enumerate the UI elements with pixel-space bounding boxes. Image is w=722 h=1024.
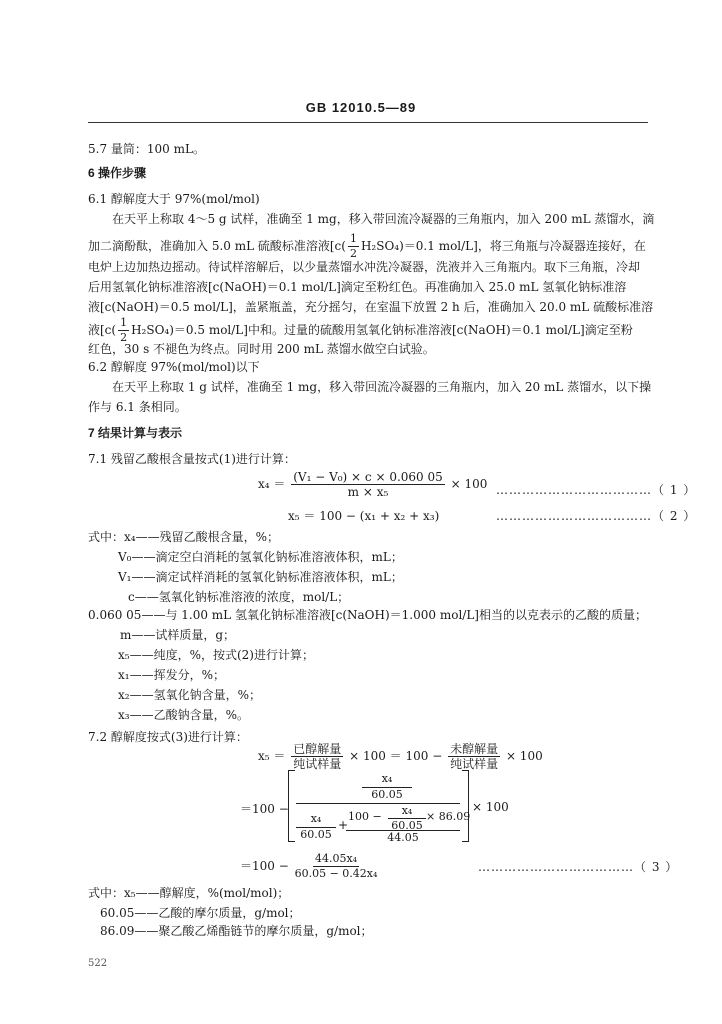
paragraph-line: 红色，30 s 不褪色为终点。同时用 200 mL 蒸馏水做空白试验。 (88, 342, 435, 356)
definition-line: 60.05——乙酸的摩尔质量，g/mol； (100, 906, 301, 920)
paragraph-line: 后用氢氧化钠标准溶液[c(NaOH)＝0.1 mol/L]滴定至粉红色。再准确加入 25.0 mL 氢氧化钠标准溶 (88, 280, 627, 294)
definition-line: 86.09——聚乙酸乙烯酯链节的摩尔质量，g/mol； (100, 924, 373, 938)
definition-line: x₁——挥发分，%； (118, 668, 225, 682)
definition-line: V₀——滴定空白消耗的氢氧化钠标准溶液体积，mL； (118, 550, 403, 564)
eq3-x4-top: x₄ (381, 772, 393, 785)
paragraph-line: 作与 6.1 条相同。 (88, 400, 187, 414)
eq3-plus: + (338, 818, 349, 832)
eq3-fraction-a (291, 742, 343, 771)
fraction-numerator: 1 (349, 232, 357, 245)
text-span: H₂SO₄)＝0.5 mol/L]中和。过量的硫酸用氢氧化钠标准溶液[c(NaOH)＝0.1 mol/L]滴定至粉 (131, 323, 633, 337)
eq3-x4-left: x₄ (310, 812, 322, 825)
paragraph-line: 液[c(NaOH)＝0.5 mol/L]，盖紧瓶盖，充分摇匀，在室温下放置 2 h 后，准确加入 20.0 mL 硫酸标准溶 (88, 300, 654, 314)
eq3-fraction-b (448, 742, 500, 771)
equation-3-line-3 (240, 852, 379, 881)
clause-5-7: 5.7 量筒：100 mL。 (88, 142, 205, 156)
eq3-inner-tail: × 86.09 (426, 810, 471, 823)
paragraph-line: 在天平上称取 4～5 g 试样，准确至 1 mg，移入带回流冷凝器的三角瓶内，加入 200 mL 蒸馏水，滴 (112, 212, 655, 226)
section-7-heading: 7 结果计算与表示 (88, 426, 183, 440)
fraction-denominator: 2 (349, 247, 357, 260)
eq3-inner-x4: x₄ (401, 804, 413, 817)
definition-line: x₃——乙酸钠含量，%。 (118, 708, 249, 722)
text-span: 液[c( (88, 323, 117, 337)
eq3-c1-top: 60.05 (362, 787, 412, 801)
clause-7-2-heading: 7.2 醇解度按式(3)进行计算： (88, 730, 248, 744)
eq3-c1-left: 60.05 (296, 827, 336, 841)
left-bracket (288, 770, 295, 842)
fraction-half (348, 232, 359, 261)
paragraph-line (88, 232, 646, 261)
eq3-final-num: 44.05x₄ (314, 852, 358, 865)
fraction-numerator: 1 (120, 316, 128, 329)
eq1-fraction (291, 470, 445, 499)
eq3-main-fraction-bar (296, 803, 460, 804)
clause-7-1-heading: 7.1 残留乙酸根含量按式(1)进行计算： (88, 452, 296, 466)
eq1-lhs: x₄ ＝ (258, 477, 286, 491)
text-span: H₂SO₄)＝0.1 mol/L]，将三角瓶与冷凝器连接好，在 (360, 239, 646, 253)
eq3-fraction-a-num: 已醇解量 (293, 742, 342, 756)
paragraph-line: 在天平上称取 1 g 试样，准确至 1 mg，移入带回流冷凝器的三角瓶内，加入 20 mL 蒸馏水，以下操 (112, 380, 652, 394)
definition-line: c——氢氧化钠标准溶液的浓度，mol/L； (128, 590, 350, 604)
eq3-fraction-a-den: 纯试样量 (293, 757, 342, 771)
eq2-number: ………………………………（ 2 ） (496, 509, 697, 523)
definition-line: V₁——滴定试样消耗的氢氧化钠标准溶液体积，mL； (118, 570, 403, 584)
eq3-final-den: 60.05 − 0.42x₄ (294, 867, 378, 880)
paragraph-line: 电炉上边加热边摇动。待试样溶解后，以少量蒸馏水冲洗冷凝器，洗液并入三角瓶内。取下三角瓶，冷却 (88, 260, 641, 274)
header-rule (88, 122, 648, 123)
eq3-tail: × 100 (505, 749, 543, 763)
definition-line: 式中：x₄——残留乙酸根含量，%； (88, 530, 279, 544)
eq3-lhs: x₅ ＝ (258, 749, 286, 763)
eq3-line-3-lead: ＝100 − (240, 859, 289, 873)
clause-6-1-heading: 6.1 醇解度大于 97%(mol/mol) (88, 192, 260, 206)
eq1-number: ………………………………（ 1 ） (496, 483, 697, 497)
clause-6-2-heading: 6.2 醇解度 97%(mol/mol)以下 (88, 360, 260, 374)
definition-line: m——试样质量，g； (120, 628, 236, 642)
definition-line: 式中：x₅——醇解度，%(mol/mol)； (88, 886, 290, 900)
page-number: 522 (88, 958, 108, 969)
eq1-tail: × 100 (450, 477, 488, 491)
eq1-numerator: (V₁ − V₀) × c × 0.060 05 (293, 470, 443, 484)
text-span: 加二滴酚酞，准确加入 5.0 mL 硫酸标准溶液[c( (88, 239, 346, 253)
eq1-denominator: m × x₅ (347, 485, 389, 499)
eq3-inner-c1: 60.05 (388, 818, 426, 832)
eq3-final-fraction (295, 852, 378, 881)
eq3-line-2-tail: × 100 (472, 800, 509, 814)
definition-line: x₅——纯度，%，按式(2)进行计算； (118, 648, 314, 662)
equation-3-line-1 (258, 742, 543, 771)
eq3-line-2-lead: ＝100 − (240, 802, 289, 816)
page-header: GB 12010.5—89 (305, 100, 417, 115)
eq3-inner-c2: 44.05 (346, 830, 460, 844)
definition-line: 0.060 05——与 1.00 mL 氢氧化钠标准溶液[c(NaOH)＝1.000 mol/L]相当的以克表示的乙酸的质量； (88, 608, 647, 622)
section-6-heading: 6 操作步骤 (88, 166, 147, 180)
eq3-fraction-b-den: 纯试样量 (450, 757, 499, 771)
equation-2: x₅ ＝ 100 − (x₁ + x₂ + x₃) (288, 509, 440, 523)
eq3-mid: × 100 ＝ 100 − (349, 749, 443, 763)
fraction-denominator: 2 (120, 331, 128, 344)
eq3-inner-a: 100 − (348, 810, 382, 823)
right-bracket (462, 770, 469, 842)
eq3-fraction-b-num: 未醇解量 (450, 742, 499, 756)
equation-1 (258, 470, 487, 499)
eq3-number: ………………………………（ 3 ） (478, 860, 679, 874)
definition-line: x₂——氢氧化钠含量，%； (118, 688, 261, 702)
